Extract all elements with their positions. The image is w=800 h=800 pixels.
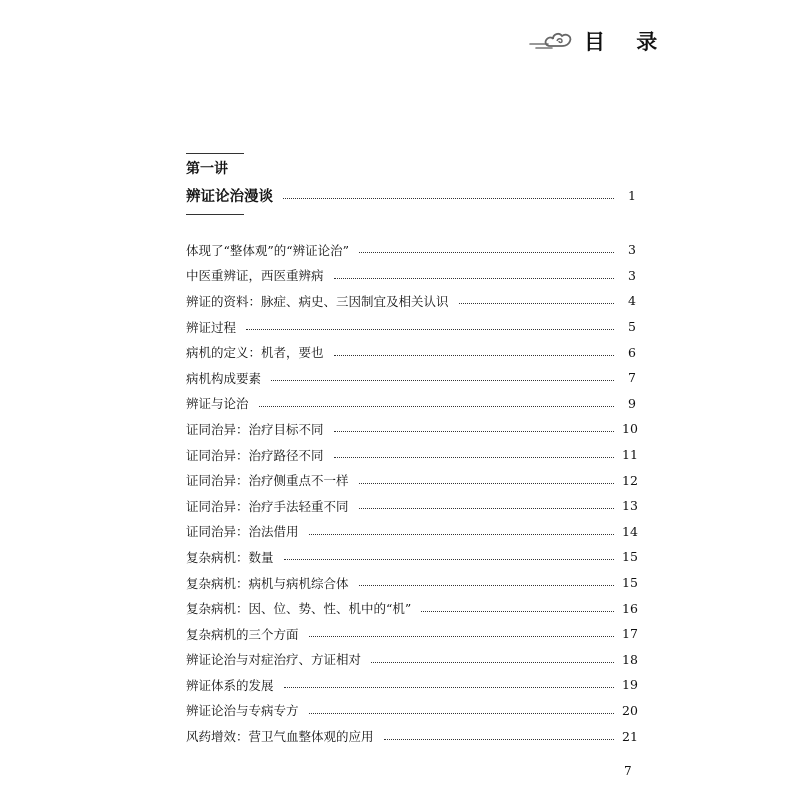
toc-entry[interactable] bbox=[186, 723, 636, 749]
toc-entry[interactable] bbox=[186, 288, 636, 314]
page-number: 15 bbox=[622, 575, 638, 591]
entry-title: 辨证论治与对症治疗、方证相对 bbox=[186, 652, 362, 668]
page-number: 21 bbox=[622, 728, 638, 744]
page-number: 5 bbox=[628, 319, 636, 335]
page-number: 16 bbox=[622, 600, 638, 616]
dot-leader bbox=[309, 713, 614, 714]
toc-entry[interactable] bbox=[186, 698, 636, 724]
page-number: 12 bbox=[622, 472, 638, 488]
toc-entry[interactable] bbox=[186, 519, 636, 545]
entry-title: 辨证体系的发展 bbox=[186, 677, 274, 693]
page-number: 9 bbox=[628, 395, 636, 411]
toc-entry[interactable] bbox=[186, 647, 636, 673]
entry-title: 证同治异：治疗目标不同 bbox=[186, 421, 324, 437]
toc-entry[interactable] bbox=[186, 493, 636, 519]
dot-leader bbox=[284, 559, 614, 560]
page-number: 13 bbox=[622, 498, 638, 514]
cloud-scroll-icon bbox=[528, 29, 574, 53]
toc-entry[interactable] bbox=[186, 570, 636, 596]
toc-entry[interactable] bbox=[186, 237, 636, 263]
entry-title: 证同治异：治疗手法轻重不同 bbox=[186, 498, 349, 514]
page-header bbox=[528, 26, 669, 56]
dot-leader bbox=[309, 534, 614, 535]
entry-title: 复杂病机：病机与病机综合体 bbox=[186, 575, 349, 591]
dot-leader bbox=[459, 303, 614, 304]
entry-title: 复杂病机：数量 bbox=[186, 549, 274, 565]
lecture-label: 第一讲 bbox=[186, 161, 228, 177]
entry-title: 辨证的资料：脉症、病史、三因制宜及相关认识 bbox=[186, 293, 449, 309]
toc-entry[interactable] bbox=[186, 672, 636, 698]
page-number: 14 bbox=[622, 523, 638, 539]
dot-leader bbox=[384, 739, 614, 740]
entry-title: 复杂病机：因、位、势、性、机中的“机” bbox=[186, 601, 412, 617]
lecture-title-row[interactable] bbox=[186, 183, 636, 207]
lecture-title: 辨证论治漫谈 bbox=[186, 188, 273, 205]
dot-leader bbox=[359, 252, 614, 253]
dot-leader bbox=[421, 611, 614, 612]
toc-list bbox=[186, 237, 636, 749]
toc-entry[interactable] bbox=[186, 314, 636, 340]
dot-leader bbox=[334, 431, 614, 432]
page-number: 7 bbox=[628, 370, 636, 386]
dot-leader bbox=[284, 687, 614, 688]
page-number: 19 bbox=[622, 677, 638, 693]
toc-entry[interactable] bbox=[186, 339, 636, 365]
toc-entry[interactable] bbox=[186, 391, 636, 417]
toc-entry[interactable] bbox=[186, 416, 636, 442]
dot-leader bbox=[334, 278, 614, 279]
dot-leader bbox=[371, 662, 614, 663]
dot-leader bbox=[359, 483, 614, 484]
dot-leader bbox=[283, 198, 614, 199]
dot-leader bbox=[259, 406, 614, 407]
entry-title: 辨证论治与专病专方 bbox=[186, 703, 299, 719]
dot-leader bbox=[334, 457, 614, 458]
folio-page-number: 7 bbox=[624, 764, 632, 778]
toc-entry[interactable] bbox=[186, 621, 636, 647]
page-number: 11 bbox=[622, 447, 638, 463]
toc-entry[interactable] bbox=[186, 544, 636, 570]
dot-leader bbox=[334, 355, 614, 356]
divider-top bbox=[186, 153, 244, 154]
toc-entry[interactable] bbox=[186, 467, 636, 493]
page-number: 1 bbox=[628, 187, 636, 203]
page-number: 10 bbox=[622, 421, 638, 437]
toc-entry[interactable] bbox=[186, 595, 636, 621]
entry-title: 体现了“整体观”的“辨证论治” bbox=[186, 242, 350, 258]
entry-title: 病机构成要素 bbox=[186, 370, 262, 386]
entry-title: 风药增效：营卫气血整体观的应用 bbox=[186, 729, 374, 745]
dot-leader bbox=[359, 585, 614, 586]
page-number: 20 bbox=[622, 702, 638, 718]
dot-leader bbox=[246, 329, 614, 330]
dot-leader bbox=[309, 636, 614, 637]
toc-entry[interactable] bbox=[186, 263, 636, 289]
entry-title: 证同治异：治疗路径不同 bbox=[186, 447, 324, 463]
entry-title: 辨证过程 bbox=[186, 319, 237, 335]
dot-leader bbox=[271, 380, 614, 381]
entry-title: 辨证与论治 bbox=[186, 396, 249, 412]
page-number: 15 bbox=[622, 549, 638, 565]
dot-leader bbox=[359, 508, 614, 509]
entry-title: 证同治异：治法借用 bbox=[186, 524, 299, 540]
divider-bottom bbox=[186, 214, 244, 215]
entry-title: 中医重辨证，西医重辨病 bbox=[186, 268, 324, 284]
entry-title: 复杂病机的三个方面 bbox=[186, 626, 299, 642]
entry-title: 病机的定义：机者，要也 bbox=[186, 345, 324, 361]
page-title: 目 录 bbox=[584, 30, 670, 54]
page-number: 17 bbox=[622, 626, 638, 642]
page-number: 3 bbox=[628, 242, 636, 258]
entry-title: 证同治异：治疗侧重点不一样 bbox=[186, 473, 349, 489]
page-number: 4 bbox=[628, 293, 636, 309]
toc-entry[interactable] bbox=[186, 365, 636, 391]
page-number: 6 bbox=[628, 344, 636, 360]
page-number: 18 bbox=[622, 651, 638, 667]
page-number: 3 bbox=[628, 267, 636, 283]
toc-entry[interactable] bbox=[186, 442, 636, 468]
